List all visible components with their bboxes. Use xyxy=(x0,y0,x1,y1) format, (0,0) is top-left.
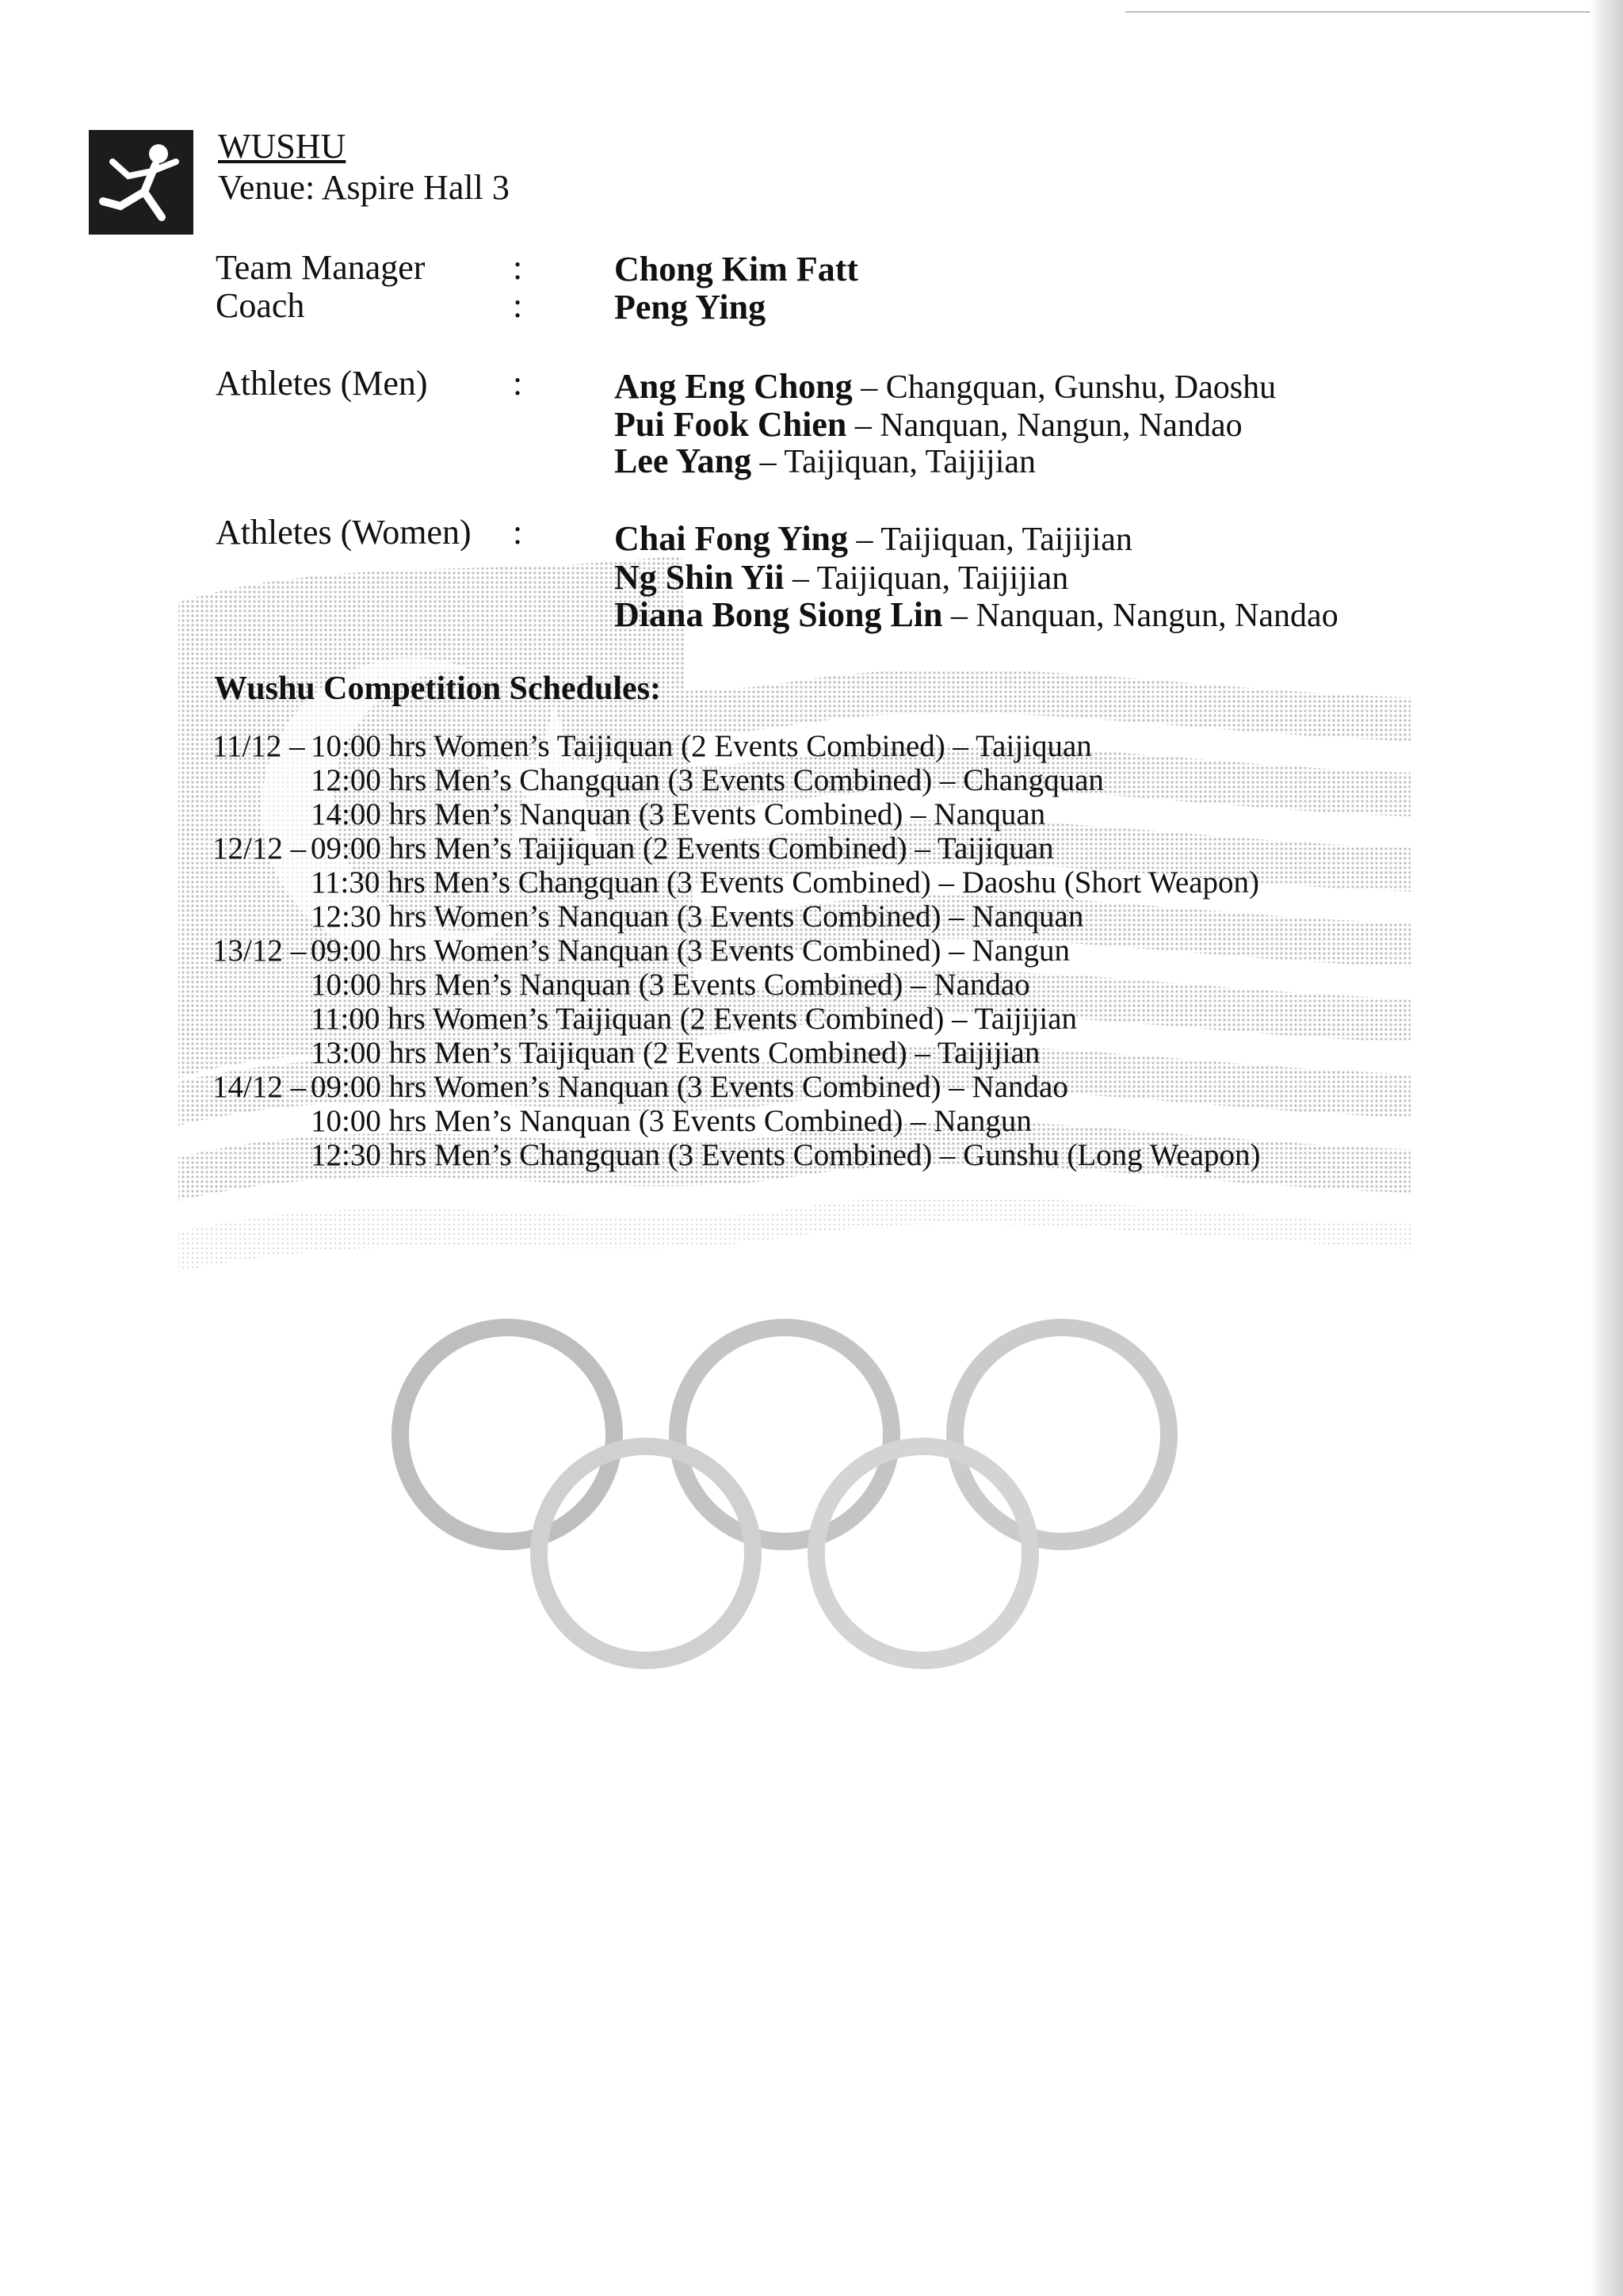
official-label: Coach xyxy=(216,286,305,325)
official-name: Peng Ying xyxy=(614,288,766,327)
athlete-events: – Taijiquan, Taijijian xyxy=(751,444,1037,480)
schedule-date: 13/12 – xyxy=(212,934,307,968)
official-name: Chong Kim Fatt xyxy=(614,250,858,288)
athletes-women-colon: : xyxy=(513,513,523,552)
schedule-event: 12:30 hrs Women’s Nanquan (3 Events Combined) – Nanquan xyxy=(311,900,1084,934)
schedule-event: 14:00 hrs Men’s Nanquan (3 Events Combined) – Nanquan xyxy=(311,797,1046,831)
schedule-event: 09:00 hrs Women’s Nanquan (3 Events Combined) – Nandao xyxy=(311,1070,1068,1104)
athletes-men-label: Athletes (Men) xyxy=(216,364,428,403)
official-colon: : xyxy=(513,248,523,287)
official-colon: : xyxy=(513,286,523,325)
athlete-events: – Taijiquan, Taijijian xyxy=(784,560,1069,597)
athlete-events: – Nanquan, Nangun, Nandao xyxy=(846,407,1243,444)
schedule-event: 12:00 hrs Men’s Changquan (3 Events Combined) – Changquan xyxy=(311,763,1104,797)
athlete-events: – Changquan, Gunshu, Daoshu xyxy=(852,369,1277,406)
athlete-events: – Taijiquan, Taijijian xyxy=(848,521,1132,558)
schedule-title: Wushu Competition Schedules: xyxy=(214,670,662,707)
athlete-events: – Nanquan, Nangun, Nandao xyxy=(942,598,1338,634)
schedule-event: 09:00 hrs Women’s Nanquan (3 Events Combined) – Nangun xyxy=(311,934,1071,968)
athletes-men-colon: : xyxy=(513,364,523,403)
schedule-event: 11:30 hrs Men’s Changquan (3 Events Combined) – Daoshu (Short Weapon) xyxy=(311,865,1260,900)
schedule-date: 12/12 – xyxy=(212,831,307,865)
olympic-rings-watermark xyxy=(400,1328,1169,1660)
athlete-name: Lee Yang xyxy=(614,441,752,480)
athlete-row xyxy=(614,520,1132,559)
schedule-event: 12:30 hrs Men’s Changquan (3 Events Combined) – Gunshu (Long Weapon) xyxy=(311,1138,1261,1172)
athlete-name: Pui Fook Chien xyxy=(614,405,847,444)
schedule-event: 10:00 hrs Men’s Nanquan (3 Events Combined) – Nandao xyxy=(311,968,1030,1002)
athlete-name: Diana Bong Siong Lin xyxy=(614,595,943,634)
sport-title: WUSHU xyxy=(218,127,346,166)
athlete-row xyxy=(614,406,1243,445)
schedule-event: 11:00 hrs Women’s Taijiquan (2 Events Combined) – Taijijian xyxy=(311,1002,1078,1036)
schedule-date: 14/12 – xyxy=(212,1070,307,1104)
venue-text: Venue: Aspire Hall 3 xyxy=(218,168,510,207)
schedule-date: 11/12 – xyxy=(212,729,305,763)
athlete-name: Ng Shin Yii xyxy=(614,558,785,597)
athlete-row xyxy=(614,368,1276,407)
athlete-row xyxy=(614,559,1068,598)
schedule-event: 10:00 hrs Women’s Taijiquan (2 Events Combined) – Taijiquan xyxy=(311,729,1092,763)
schedule-event: 10:00 hrs Men’s Nanquan (3 Events Combined) – Nangun xyxy=(311,1104,1032,1138)
official-label: Team Manager xyxy=(216,248,426,287)
schedule-event: 13:00 hrs Men’s Taijiquan (2 Events Combined) – Taijijian xyxy=(311,1036,1041,1070)
athlete-name: Chai Fong Ying xyxy=(614,519,849,558)
athlete-row xyxy=(614,596,1338,635)
athlete-name: Ang Eng Chong xyxy=(614,367,853,406)
wushu-pictogram-icon xyxy=(89,130,193,235)
schedule-event: 09:00 hrs Men’s Taijiquan (2 Events Combined) – Taijiquan xyxy=(311,831,1054,865)
athlete-row xyxy=(614,442,1036,481)
athletes-women-label: Athletes (Women) xyxy=(216,513,472,552)
